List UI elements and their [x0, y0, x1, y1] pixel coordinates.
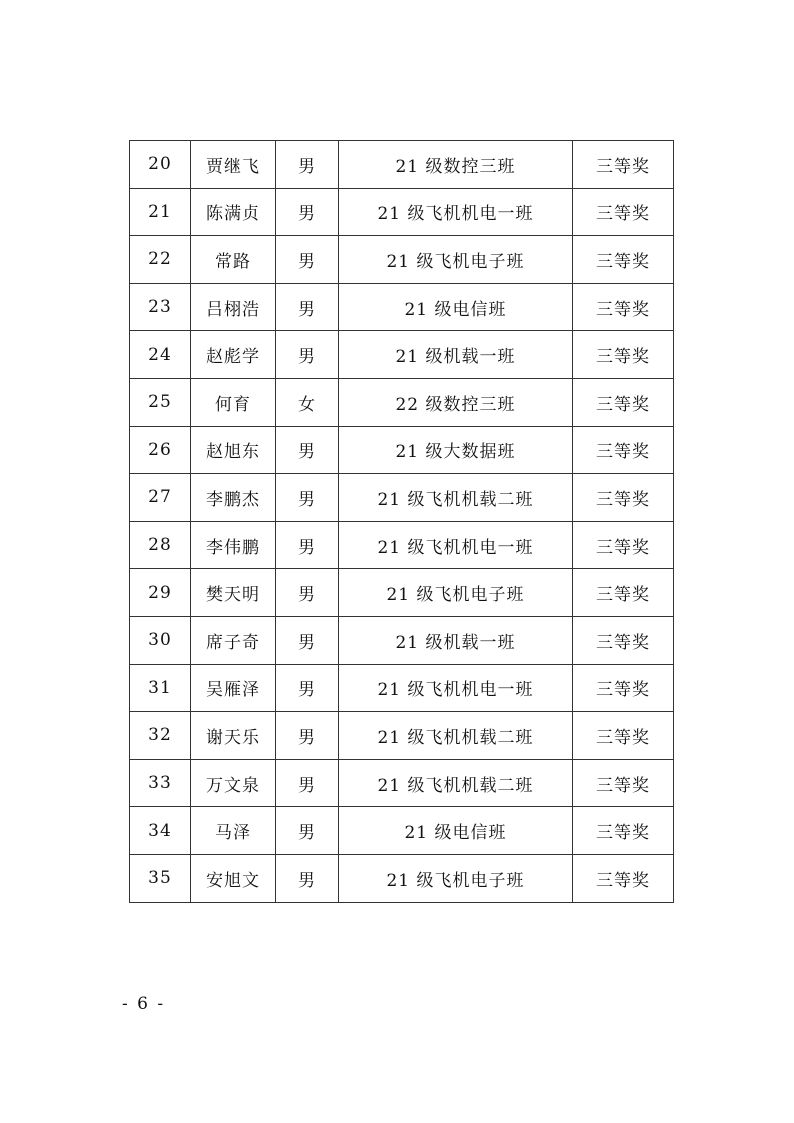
student-gender: 男: [276, 474, 339, 522]
row-number: 34: [130, 807, 191, 855]
row-number: 24: [130, 331, 191, 379]
award-level: 三等奖: [573, 521, 674, 569]
student-class: 21 级飞机电子班: [339, 854, 573, 902]
student-class: 21 级大数据班: [339, 426, 573, 474]
table-row: [130, 759, 674, 807]
table-row: [130, 807, 674, 855]
award-level: 三等奖: [573, 331, 674, 379]
student-class: 21 级飞机机电一班: [339, 664, 573, 712]
student-class: 21 级电信班: [339, 807, 573, 855]
table-row: [130, 378, 674, 426]
row-number: 21: [130, 188, 191, 236]
award-level: 三等奖: [573, 236, 674, 284]
student-name: 赵旭东: [191, 426, 276, 474]
student-name: 席子奇: [191, 616, 276, 664]
student-gender: 男: [276, 426, 339, 474]
row-number: 29: [130, 569, 191, 617]
row-number: 27: [130, 474, 191, 522]
student-name: 李伟鹏: [191, 521, 276, 569]
row-number: 33: [130, 759, 191, 807]
table-row: [130, 569, 674, 617]
student-name: 何育: [191, 378, 276, 426]
student-name: 赵彪学: [191, 331, 276, 379]
award-table: [129, 140, 674, 903]
row-number: 22: [130, 236, 191, 284]
student-class: 21 级飞机机电一班: [339, 521, 573, 569]
row-number: 28: [130, 521, 191, 569]
award-level: 三等奖: [573, 283, 674, 331]
award-level: 三等奖: [573, 616, 674, 664]
student-gender: 男: [276, 188, 339, 236]
table-row: [130, 616, 674, 664]
student-gender: 男: [276, 759, 339, 807]
table-row: [130, 188, 674, 236]
table-row: [130, 426, 674, 474]
row-number: 35: [130, 854, 191, 902]
student-class: 21 级飞机机载二班: [339, 759, 573, 807]
award-level: 三等奖: [573, 426, 674, 474]
student-class: 21 级飞机机载二班: [339, 712, 573, 760]
student-gender: 男: [276, 283, 339, 331]
table-row: [130, 474, 674, 522]
table-row: [130, 712, 674, 760]
award-level: 三等奖: [573, 807, 674, 855]
student-name: 常路: [191, 236, 276, 284]
student-gender: 男: [276, 141, 339, 189]
student-gender: 男: [276, 854, 339, 902]
award-level: 三等奖: [573, 712, 674, 760]
table-row: [130, 236, 674, 284]
award-level: 三等奖: [573, 664, 674, 712]
student-class: 21 级飞机机载二班: [339, 474, 573, 522]
student-gender: 女: [276, 378, 339, 426]
student-gender: 男: [276, 331, 339, 379]
student-class: 21 级电信班: [339, 283, 573, 331]
student-class: 21 级飞机电子班: [339, 569, 573, 617]
student-name: 谢天乐: [191, 712, 276, 760]
table-row: [130, 331, 674, 379]
student-class: 21 级数控三班: [339, 141, 573, 189]
award-level: 三等奖: [573, 759, 674, 807]
student-gender: 男: [276, 569, 339, 617]
award-level: 三等奖: [573, 854, 674, 902]
row-number: 26: [130, 426, 191, 474]
row-number: 23: [130, 283, 191, 331]
student-class: 21 级飞机电子班: [339, 236, 573, 284]
student-class: 21 级飞机机电一班: [339, 188, 573, 236]
student-gender: 男: [276, 521, 339, 569]
row-number: 25: [130, 378, 191, 426]
student-class: 22 级数控三班: [339, 378, 573, 426]
row-number: 30: [130, 616, 191, 664]
table-row: [130, 664, 674, 712]
student-gender: 男: [276, 616, 339, 664]
student-name: 安旭文: [191, 854, 276, 902]
award-level: 三等奖: [573, 188, 674, 236]
student-gender: 男: [276, 712, 339, 760]
student-name: 马泽: [191, 807, 276, 855]
table-row: [130, 521, 674, 569]
table-row: [130, 854, 674, 902]
award-level: 三等奖: [573, 378, 674, 426]
student-class: 21 级机载一班: [339, 616, 573, 664]
student-gender: 男: [276, 236, 339, 284]
row-number: 20: [130, 141, 191, 189]
award-level: 三等奖: [573, 141, 674, 189]
student-name: 陈满贞: [191, 188, 276, 236]
student-name: 李鹏杰: [191, 474, 276, 522]
student-name: 樊天明: [191, 569, 276, 617]
table-row: [130, 141, 674, 189]
student-class: 21 级机载一班: [339, 331, 573, 379]
table-row: [130, 283, 674, 331]
student-gender: 男: [276, 664, 339, 712]
student-name: 万文泉: [191, 759, 276, 807]
student-name: 吕栩浩: [191, 283, 276, 331]
student-gender: 男: [276, 807, 339, 855]
award-level: 三等奖: [573, 474, 674, 522]
student-name: 吴雁泽: [191, 664, 276, 712]
row-number: 31: [130, 664, 191, 712]
row-number: 32: [130, 712, 191, 760]
award-level: 三等奖: [573, 569, 674, 617]
student-name: 贾继飞: [191, 141, 276, 189]
award-table-body: [130, 141, 674, 903]
page-number: - 6 -: [122, 994, 166, 1014]
